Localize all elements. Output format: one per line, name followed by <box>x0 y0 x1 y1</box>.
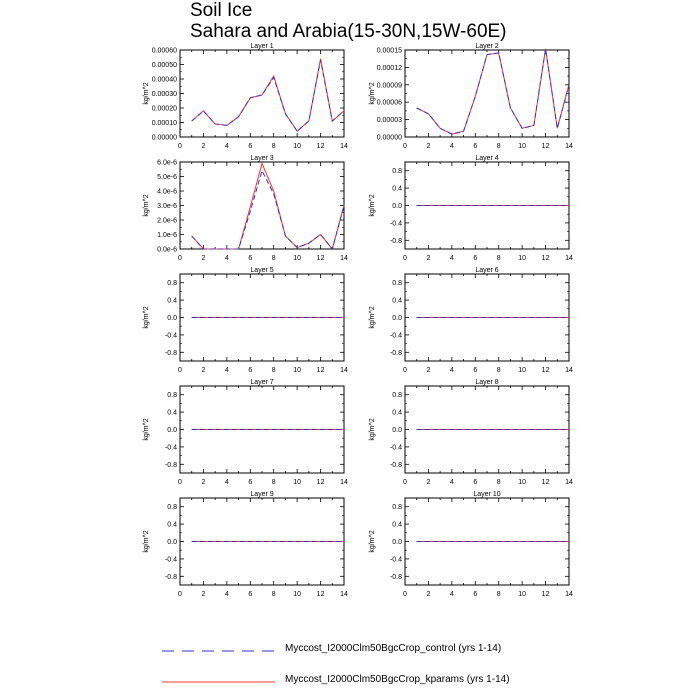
panel-title: Layer 8 <box>475 379 499 386</box>
x-tick-label: 10 <box>293 143 302 150</box>
x-tick-label: 14 <box>565 367 573 374</box>
x-tick-label: 4 <box>224 591 229 598</box>
x-tick-label: 10 <box>293 591 302 598</box>
x-tick-label: 8 <box>271 143 276 150</box>
panel-title: Layer 4 <box>475 155 499 162</box>
panel-title: Layer 2 <box>475 43 499 50</box>
panel-7 <box>143 379 348 486</box>
y-tick-label: 0.8 <box>167 280 177 288</box>
x-tick-label: 2 <box>201 143 206 150</box>
x-tick-label: 0 <box>403 479 407 486</box>
x-tick-label: 10 <box>518 143 527 150</box>
y-tick-label: 0.8 <box>392 168 402 176</box>
y-tick-label: 0.00003 <box>376 117 402 125</box>
y-tick-label: 0.00006 <box>376 99 402 107</box>
y-tick-label: 0.8 <box>392 280 402 288</box>
chart-title: Soil Ice <box>190 0 253 21</box>
y-tick-label: 1.0e-6 <box>157 232 177 239</box>
x-tick-label: 8 <box>271 367 276 374</box>
y-axis-label: kg/m^2 <box>143 82 150 105</box>
y-tick-label: -0.4 <box>389 444 402 452</box>
x-tick-label: 12 <box>316 143 325 150</box>
y-tick-label: 0.00050 <box>151 62 177 69</box>
x-tick-label: 4 <box>449 255 454 262</box>
y-tick-label: 0.0 <box>392 315 402 322</box>
series-line-kparams <box>192 163 344 249</box>
y-tick-label: 0.4 <box>167 409 177 417</box>
y-tick-label: 0.0 <box>392 427 402 434</box>
x-tick-label: 6 <box>473 255 478 262</box>
x-tick-label: 8 <box>496 255 501 262</box>
x-tick-label: 12 <box>316 591 325 598</box>
y-tick-label: -0.8 <box>389 237 402 245</box>
x-tick-label: 0 <box>403 367 407 374</box>
x-tick-label: 0 <box>178 479 182 486</box>
panel-2 <box>369 43 573 150</box>
y-axis-label: kg/m^2 <box>143 306 150 329</box>
x-tick-label: 4 <box>449 479 454 486</box>
y-tick-label: -0.8 <box>164 573 177 581</box>
y-axis-label: kg/m^2 <box>369 306 376 329</box>
x-tick-label: 2 <box>201 591 206 598</box>
panel-8 <box>369 379 573 486</box>
y-tick-label: -0.8 <box>164 461 177 469</box>
y-axis-label: kg/m^2 <box>369 82 376 105</box>
y-axis-label: kg/m^2 <box>143 418 150 441</box>
x-tick-label: 2 <box>201 255 206 262</box>
y-axis-label: kg/m^2 <box>143 530 150 553</box>
x-tick-label: 8 <box>496 143 501 150</box>
y-tick-label: 0.8 <box>167 392 177 400</box>
y-tick-label: 0.00009 <box>376 82 402 90</box>
x-tick-label: 10 <box>518 479 527 486</box>
chart-subtitle: Sahara and Arabia(15-30N,15W-60E) <box>190 21 507 42</box>
y-tick-label: -0.4 <box>389 220 402 228</box>
y-tick-label: 0.8 <box>392 392 402 400</box>
series-line-control <box>192 171 344 249</box>
x-tick-label: 0 <box>403 591 407 598</box>
panel-title: Layer 5 <box>250 267 274 274</box>
y-tick-label: 0.00012 <box>376 64 402 72</box>
panel-6 <box>369 267 573 374</box>
x-tick-label: 4 <box>224 367 229 374</box>
legend-entry-kparams <box>0 672 700 692</box>
x-tick-label: 0 <box>403 255 407 262</box>
legend-swatch-kparams <box>160 672 280 692</box>
x-tick-label: 14 <box>340 479 348 486</box>
x-tick-label: 6 <box>248 479 253 486</box>
x-tick-label: 14 <box>340 255 348 262</box>
x-tick-label: 4 <box>224 255 229 262</box>
x-tick-label: 0 <box>178 367 182 374</box>
x-tick-label: 8 <box>271 479 276 486</box>
x-tick-label: 14 <box>340 367 348 374</box>
y-axis-label: kg/m^2 <box>143 194 150 217</box>
y-tick-label: 0.0 <box>392 539 402 546</box>
x-tick-label: 6 <box>248 255 253 262</box>
y-tick-label: 0.00000 <box>151 134 177 142</box>
y-tick-label: -0.8 <box>389 573 402 581</box>
x-tick-label: 10 <box>293 255 302 262</box>
panel-title: Layer 9 <box>250 491 274 498</box>
x-tick-label: 6 <box>473 143 478 150</box>
y-tick-label: 0.0e-6 <box>157 246 177 254</box>
x-tick-label: 12 <box>541 367 550 374</box>
y-tick-label: 0.0 <box>392 203 402 210</box>
x-tick-label: 14 <box>565 143 573 150</box>
y-tick-label: 0.00060 <box>151 47 177 55</box>
y-tick-label: -0.8 <box>389 349 402 357</box>
panel-3 <box>143 155 348 262</box>
x-tick-label: 2 <box>426 143 431 150</box>
x-tick-label: 12 <box>541 255 550 262</box>
x-tick-label: 14 <box>565 255 573 262</box>
x-tick-label: 6 <box>248 591 253 598</box>
x-tick-label: 6 <box>473 479 478 486</box>
y-tick-label: 0.00020 <box>151 105 177 113</box>
panel-9 <box>143 491 348 598</box>
x-tick-label: 8 <box>496 591 501 598</box>
x-tick-label: 6 <box>248 143 253 150</box>
y-tick-label: -0.4 <box>389 556 402 564</box>
x-tick-label: 0 <box>178 255 182 262</box>
x-tick-label: 10 <box>518 255 527 262</box>
y-tick-label: -0.4 <box>164 556 177 564</box>
x-tick-label: 8 <box>496 479 501 486</box>
x-tick-label: 6 <box>473 591 478 598</box>
y-axis-label: kg/m^2 <box>369 418 376 441</box>
y-tick-label: 0.8 <box>167 504 177 512</box>
y-tick-label: 0.4 <box>392 185 402 193</box>
y-tick-label: 4.0e-6 <box>157 188 177 196</box>
y-tick-label: 3.0e-6 <box>157 203 177 210</box>
y-tick-label: 0.0 <box>167 315 177 322</box>
y-tick-label: -0.8 <box>389 461 402 469</box>
y-tick-label: 0.00015 <box>376 47 402 55</box>
y-tick-label: 0.4 <box>392 521 402 529</box>
y-tick-label: 0.00000 <box>376 134 402 142</box>
panel-4 <box>369 155 573 262</box>
y-tick-label: 2.0e-6 <box>157 217 177 225</box>
x-tick-label: 0 <box>178 143 182 150</box>
panel-10 <box>369 491 573 598</box>
series-line-control <box>192 60 344 131</box>
legend-label-control: Myccost_I2000Clm50BgcCrop_control (yrs 1-14) <box>285 643 502 654</box>
y-tick-label: -0.4 <box>164 444 177 452</box>
panel-title: Layer 7 <box>250 379 274 386</box>
x-tick-label: 8 <box>271 255 276 262</box>
x-tick-label: 2 <box>426 367 431 374</box>
x-tick-label: 10 <box>518 367 527 374</box>
x-tick-label: 8 <box>496 367 501 374</box>
x-tick-label: 14 <box>340 143 348 150</box>
x-tick-label: 2 <box>426 591 431 598</box>
y-tick-label: 0.4 <box>392 297 402 305</box>
plot-frame <box>405 50 569 137</box>
y-tick-label: 0.00040 <box>151 76 177 84</box>
x-tick-label: 10 <box>293 479 302 486</box>
x-tick-label: 4 <box>449 591 454 598</box>
x-tick-label: 12 <box>541 479 550 486</box>
x-tick-label: 4 <box>224 143 229 150</box>
y-tick-label: 0.0 <box>167 427 177 434</box>
x-tick-label: 14 <box>340 591 348 598</box>
y-tick-label: 0.8 <box>392 504 402 512</box>
panel-title: Layer 10 <box>473 491 501 498</box>
panel-title: Layer 6 <box>475 267 499 274</box>
y-tick-label: 0.4 <box>167 521 177 529</box>
x-tick-label: 10 <box>293 367 302 374</box>
x-tick-label: 14 <box>565 479 573 486</box>
x-tick-label: 4 <box>449 143 454 150</box>
y-axis-label: kg/m^2 <box>369 530 376 553</box>
legend-swatch-control <box>160 641 280 661</box>
x-tick-label: 10 <box>518 591 527 598</box>
x-tick-label: 0 <box>403 143 407 150</box>
y-tick-label: 0.4 <box>392 409 402 417</box>
x-tick-label: 12 <box>541 143 550 150</box>
x-tick-label: 2 <box>426 255 431 262</box>
x-tick-label: 6 <box>473 367 478 374</box>
y-axis-label: kg/m^2 <box>369 194 376 217</box>
x-tick-label: 12 <box>316 255 325 262</box>
x-tick-label: 4 <box>449 367 454 374</box>
panel-title: Layer 1 <box>250 43 274 50</box>
x-tick-label: 2 <box>201 367 206 374</box>
legend-entry-control <box>0 641 700 661</box>
y-tick-label: 0.00030 <box>151 91 177 98</box>
series-line-control <box>417 49 569 134</box>
series-line-kparams <box>417 49 569 134</box>
y-tick-label: 0.4 <box>167 297 177 305</box>
y-tick-label: -0.4 <box>389 332 402 340</box>
x-tick-label: 2 <box>201 479 206 486</box>
panel-title: Layer 3 <box>250 155 274 162</box>
x-tick-label: 2 <box>426 479 431 486</box>
panel-5 <box>143 267 348 374</box>
y-tick-label: -0.8 <box>164 349 177 357</box>
x-tick-label: 12 <box>541 591 550 598</box>
y-tick-label: -0.4 <box>164 332 177 340</box>
panel-1 <box>143 43 348 150</box>
x-tick-label: 6 <box>248 367 253 374</box>
y-tick-label: 0.00010 <box>151 120 177 127</box>
x-tick-label: 4 <box>224 479 229 486</box>
x-tick-label: 12 <box>316 367 325 374</box>
x-tick-label: 14 <box>565 591 573 598</box>
y-tick-label: 5.0e-6 <box>157 174 177 181</box>
x-tick-label: 0 <box>178 591 182 598</box>
y-tick-label: 6.0e-6 <box>157 159 177 167</box>
y-tick-label: 0.0 <box>167 539 177 546</box>
legend-label-kparams: Myccost_I2000Clm50BgcCrop_kparams (yrs 1-14) <box>285 674 510 685</box>
x-tick-label: 12 <box>316 479 325 486</box>
x-tick-label: 8 <box>271 591 276 598</box>
series-line-kparams <box>192 59 344 132</box>
